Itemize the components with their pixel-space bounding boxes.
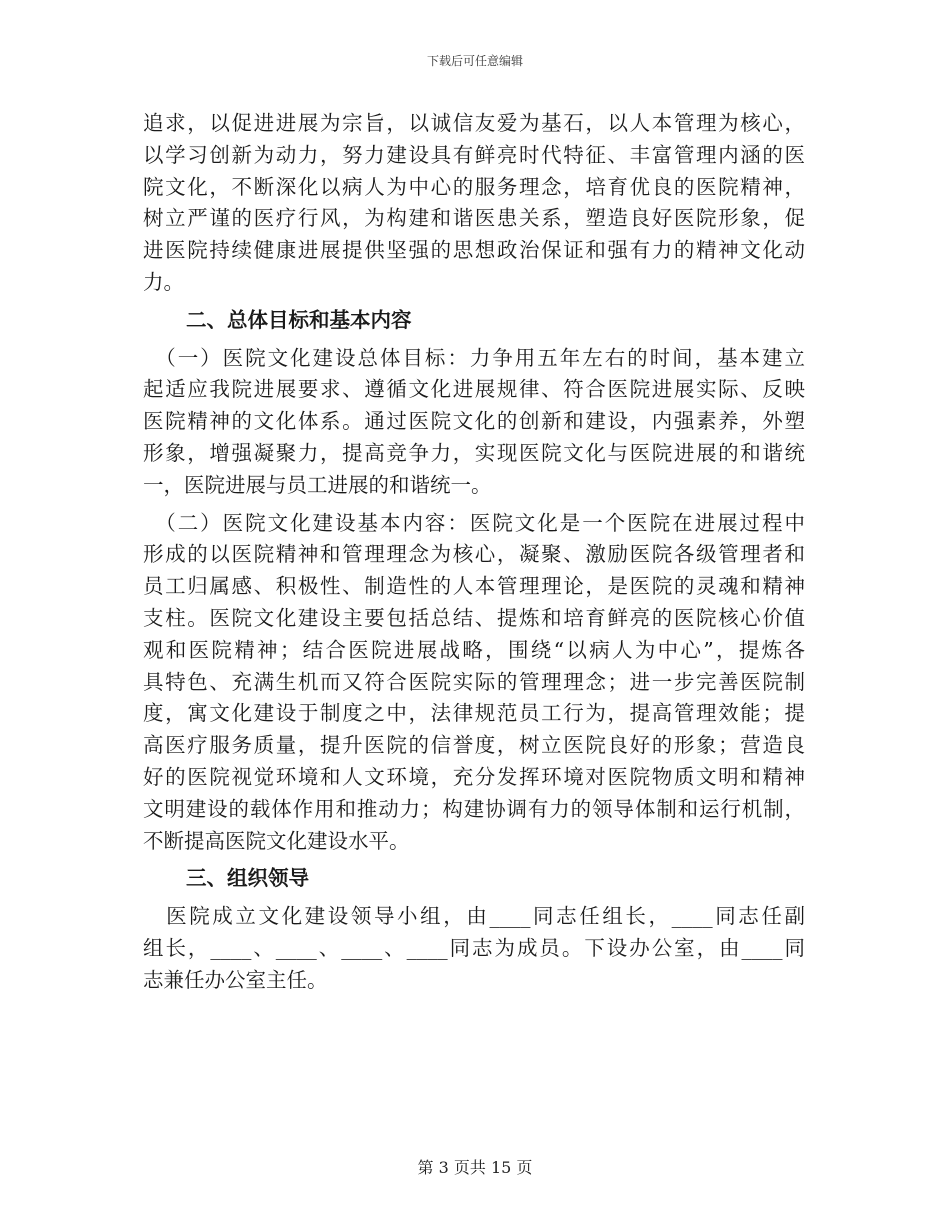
text-line: 形象，增强凝聚力，提高竞争力，实现医院文化与医院进展的和谐统	[143, 440, 805, 465]
text-line: 追求，以促进进展为宗旨，以诚信友爱为基石，以人本管理为核心，	[143, 111, 805, 135]
text-line: 以学习创新为动力，努力建设具有鲜亮时代特征、丰富管理内涵的医	[143, 142, 805, 167]
text-line: 医院精神的文化体系。通过医院文化的创新和建设，内强素养，外塑	[143, 409, 805, 434]
text-line: 支柱。医院文化建设主要包括总结、提炼和培育鲜亮的医院核心价值	[143, 605, 805, 630]
text-line: 具特色、充满生机而又符合医院实际的管理理念；进一步完善医院制	[143, 669, 805, 694]
text-line: 起适应我院进展要求、遵循文化进展规律、符合医院进展实际、反映	[143, 377, 805, 402]
organization-paragraph	[143, 901, 805, 996]
section-heading: 三、组织领导	[186, 866, 309, 891]
text-line: 一，医院进展与员工进展的和谐统一。	[143, 472, 492, 497]
target-paragraph	[143, 343, 805, 502]
text-line: （二）医院文化建设基本内容：医院文化是一个医院在进展过程中	[143, 510, 805, 535]
text-line: （一）医院文化建设总体目标：力争用五年左右的时间，基本建立	[143, 345, 805, 370]
text-line: 员工归属感、积极性、制造性的人本管理理论，是医院的灵魂和精神	[143, 574, 805, 599]
text-line: 树立严谨的医疗行风，为构建和谐医患关系，塑造良好医院形象，促	[143, 206, 805, 231]
text-line: 志兼任办公室主任。	[143, 967, 328, 992]
text-line: 不断提高医院文化建设水平。	[143, 828, 410, 853]
text-line: 组长，____、____、____、____同志为成员。下设办公室，由____同	[143, 935, 805, 960]
document-body	[143, 108, 805, 997]
text-line: 医院成立文化建设领导小组，由____同志任组长，____同志任副	[143, 904, 805, 929]
text-line: 观和医院精神；结合医院进展战略，围绕“以病人为中心”，提炼各	[143, 637, 805, 662]
section-heading: 二、总体目标和基本内容	[186, 307, 412, 332]
text-line: 形成的以医院精神和管理理念为核心，凝聚、激励医院各级管理者和	[143, 542, 805, 567]
text-line: 院文化，不断深化以病人为中心的服务理念，培育优良的医院精神，	[143, 174, 805, 199]
text-line: 文明建设的载体作用和推动力；构建协调有力的领导体制和运行机制，	[143, 796, 805, 821]
page-header: 下载后可任意编辑	[426, 54, 523, 68]
text-line: 度，寓文化建设于制度之中，法律规范员工行为，提高管理效能；提	[143, 701, 805, 726]
text-line: 好的医院视觉环境和人文环境，充分发挥环境对医院物质文明和精神	[143, 764, 805, 789]
text-line: 力。	[143, 269, 184, 294]
text-line: 高医疗服务质量，提升医院的信誉度，树立医院良好的形象；营造良	[143, 733, 805, 758]
text-line: 进医院持续健康进展提供坚强的思想政治保证和强有力的精神文化动	[143, 238, 805, 263]
content-paragraph	[143, 508, 805, 858]
page-footer: 第 3 页共 15 页	[417, 1158, 533, 1177]
intro-paragraph	[143, 108, 805, 299]
